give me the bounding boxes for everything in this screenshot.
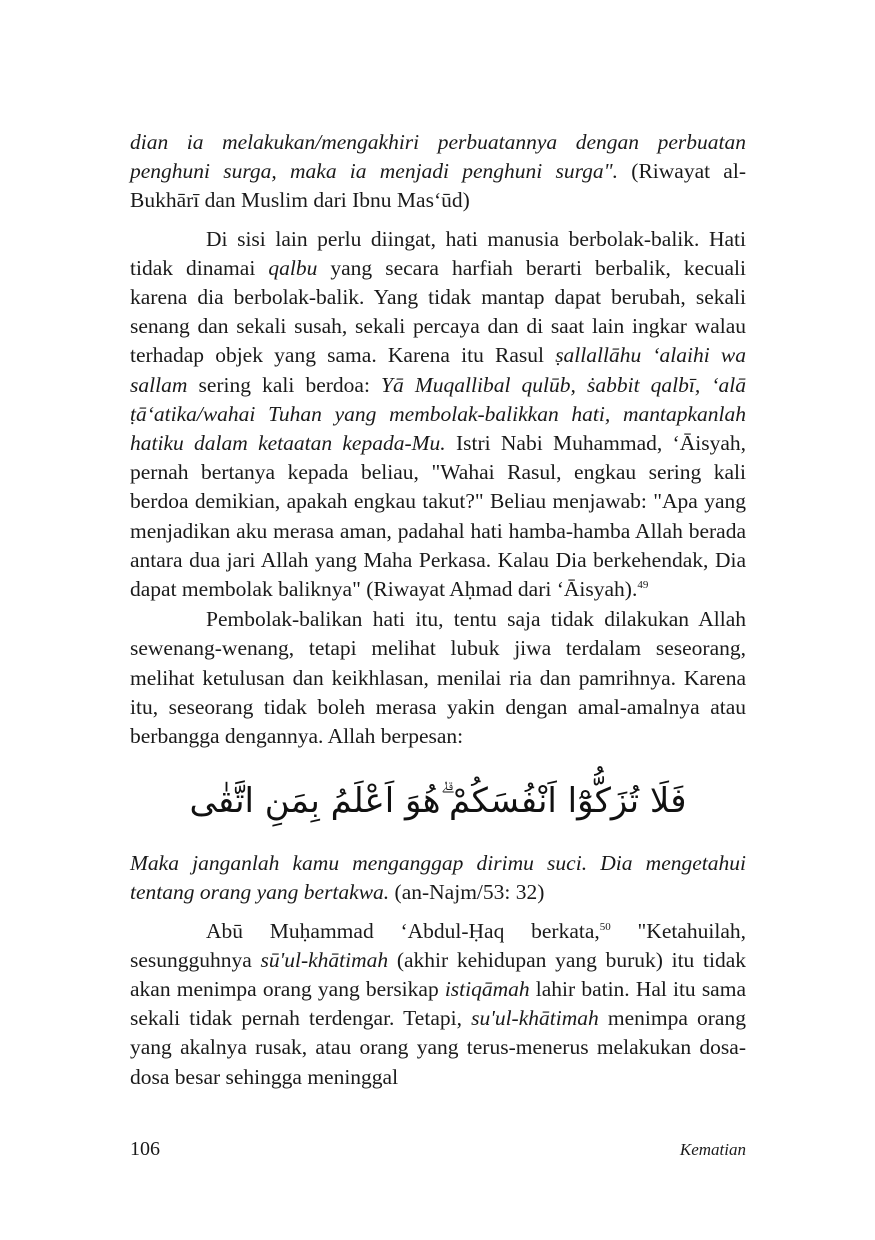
text-run: Di sisi lain perlu diingat, hati manusia berbolak-balik. Hati tidak dinamai bbox=[130, 226, 746, 280]
page-body bbox=[130, 128, 746, 1092]
paragraph-abdul-haq bbox=[130, 917, 746, 1092]
term-salawat: ṣallallāhu ‘alaihi wa sallam bbox=[130, 343, 746, 397]
running-title: Kematian bbox=[679, 1140, 746, 1159]
text-run: (akhir kehidupan yang buruk) itu tidak akan menimpa orang yang bersikap bbox=[130, 947, 746, 1002]
term-istiqamah: istiqāmah bbox=[444, 977, 530, 1002]
hadith-source: (Riwayat al-Bukhārī dan Muslim dari Ibnu Mas‘ūd) bbox=[130, 159, 746, 213]
text-run: Istri Nabi Muhammad, ‘Āisyah, pernah bertanya kepada beliau, "Wahai Rasul, engkau sering kali berdoa demikian, apakah engkau takut?" Beliau menjawab: "Apa yang menjadikan aku merasa aman, padahal hati hamba-hamba Allah berada antara dua jari Allah yang Maha Perkasa. Kalau Dia berkehendak, Dia dapat membolak baliknya" (Riwayat Aḥmad dari ‘Āisyah). bbox=[130, 431, 746, 602]
paragraph-qalbu bbox=[130, 225, 746, 605]
paragraph-pembolak-balikan bbox=[130, 605, 746, 751]
page-number: 106 bbox=[130, 1138, 160, 1160]
text-run: Abū Muḥammad ‘Abdul-Ḥaq berkata, bbox=[206, 918, 600, 943]
verse-reference: (an-Najm/53: 32) bbox=[389, 880, 545, 905]
text-run: lahir batin. Hal itu sama sekali tidak pernah terdengar. Tetapi, bbox=[130, 977, 746, 1031]
text-run: menimpa orang yang akalnya rusak, atau orang yang terus-menerus melakukan dosa-dosa besar sehingga meninggal bbox=[130, 1006, 746, 1089]
text-run: yang secara harfiah berarti berbalik, kecuali karena dia berbolak-balik. Yang tidak mantap dapat berubah, sekali senang dan sekali susah, sekali percaya dan di saat lain ingkar walau terhadap objek yang sama. Karena itu Rasul bbox=[130, 255, 746, 368]
term-suul-khatimah: sū'ul-khātimah bbox=[260, 947, 389, 972]
paragraph-hadith-end bbox=[130, 128, 746, 216]
page-footer bbox=[130, 1138, 746, 1168]
text-run: sering kali berdoa: bbox=[187, 372, 382, 397]
translation-italic: Maka janganlah kamu menganggap dirimu suci. Dia mengetahui tentang orang yang bertakwa. bbox=[130, 851, 746, 905]
footnote-ref-49: 49 bbox=[637, 578, 649, 591]
prayer-italic: Yā Muqallibal qulūb, ṡabbit qalbī, ‘alā ṭā‘atika/wahai Tuhan yang membolak-balikkan hati, mantapkanlah hatiku dalam ketaatan kepada-Mu. bbox=[130, 372, 746, 456]
arabic-verse: فَلَا تُزَكُّوْٓا اَنْفُسَكُمْ ۗهُوَ اَعْلَمُ بِمَنِ اتَّقٰى bbox=[189, 781, 687, 822]
verse-translation bbox=[130, 849, 746, 907]
text-run: Pembolak-balikan hati itu, tentu saja tidak dilakukan Allah sewenang-wenang, tetapi melihat lubuk jiwa terdalam seseorang, melihat ketulusan dan keikhlasan, menilai ria dan pamrihnya. Karena itu, seseorang tidak boleh merasa yakin dengan amal-amalnya atau berbangga dengannya. Allah berpesan: bbox=[130, 607, 746, 749]
footnote-ref-50: 50 bbox=[599, 920, 611, 933]
hadith-quote-italic: dian ia melakukan/mengakhiri perbuatannya dengan perbuatan penghuni surga, maka ia menjadi penghuni surga". bbox=[130, 130, 746, 184]
term-qalbu: qalbu bbox=[268, 255, 318, 280]
term-suul-khatimah: su'ul-khātimah bbox=[471, 1006, 599, 1031]
text-run: "Ketahuilah, sesungguhnya bbox=[130, 918, 746, 972]
